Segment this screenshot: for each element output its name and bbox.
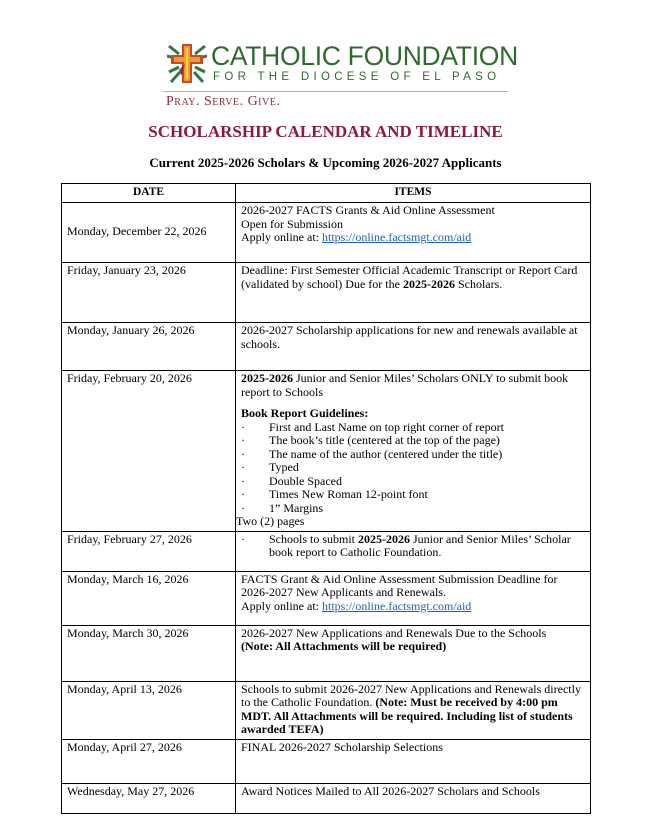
apply-online-line (241, 600, 585, 614)
apply-label: Apply online at: (241, 230, 322, 244)
date-column-header: DATE (62, 184, 236, 203)
cross-sunburst-icon (167, 42, 207, 84)
facts-link[interactable]: https://online.factsmgt.com/aid (322, 598, 472, 613)
guidelines-heading: Book Report Guidelines: (241, 406, 369, 420)
table-header-row (62, 184, 591, 203)
row-items: Award Notices Mailed to All 2026-2027 Scholars and Schools (236, 783, 591, 813)
logo-tagline: Pray. Serve. Give. (166, 94, 281, 109)
item-line: FACTS Grant & Aid Online Assessment Submission Deadline for (241, 571, 558, 586)
page-count: Two (2) pages (236, 514, 305, 528)
row-date: Friday, January 23, 2026 (62, 263, 236, 323)
guideline-item: · First and Last Name on top right corner of report (241, 421, 585, 435)
item-line: 2026-2027 New Applicants and Renewals. (241, 585, 446, 599)
row-items (236, 625, 591, 681)
item-text: Junior and Senior Miles’ Scholar book report to Catholic Foundation. (269, 531, 571, 559)
calendar-table (61, 183, 591, 814)
row-items: 2026-2027 Scholarship applications for new and renewals available at schools. (236, 323, 591, 371)
guideline-item: · Times New Roman 12-point font (241, 488, 585, 502)
page-subtitle: Current 2025-2026 Scholars & Upcoming 2026-2027 Applicants (149, 155, 502, 170)
items-column-header: ITEMS (236, 184, 591, 203)
logo-subname: FOR THE DIOCESE OF EL PASO (213, 71, 501, 83)
table-row (62, 531, 591, 571)
logo-divider (163, 91, 508, 92)
row-date: Monday, December 22, 2026 (62, 203, 236, 263)
table-row (62, 625, 591, 681)
row-items (236, 263, 591, 323)
guideline-item: · Typed (241, 461, 585, 475)
guidelines-title (241, 407, 585, 421)
catholic-foundation-logo (163, 40, 518, 118)
item-text: 2026-2027 New Applications and Renewals Due to the Schools (241, 625, 547, 640)
row-date: Monday, April 27, 2026 (62, 739, 236, 783)
item-line: 2026-2027 FACTS Grants & Aid Online Assessment (241, 203, 495, 217)
guideline-item: · Double Spaced (241, 475, 585, 489)
row-date: Wednesday, May 27, 2026 (62, 783, 236, 813)
item-text: Schools to submit (269, 531, 359, 546)
row-date: Monday, March 30, 2026 (62, 625, 236, 681)
table-row (62, 783, 591, 813)
table-row (62, 681, 591, 739)
apply-label: Apply online at: (241, 598, 322, 613)
item-line: Open for Submission (241, 216, 343, 231)
row-date: Friday, February 27, 2026 (62, 531, 236, 571)
row-items: FINAL 2026-2027 Scholarship Selections (236, 739, 591, 783)
item-text (241, 533, 585, 560)
row-date: Monday, April 13, 2026 (62, 681, 236, 739)
row-items (236, 203, 591, 263)
row-items (236, 571, 591, 625)
table-row (62, 263, 591, 323)
guideline-item: · The book’s title (centered at the top of the page) (241, 434, 585, 448)
item-bold: 2025-2026 (358, 531, 411, 546)
logo-name: CATHOLIC FOUNDATION (211, 41, 518, 71)
row-date: Monday, March 16, 2026 (62, 571, 236, 625)
item-bold: 2025-2026 (402, 276, 455, 291)
guideline-item: · 1” Margins (241, 502, 585, 516)
guideline-item: · The name of the author (centered under the title) (241, 448, 585, 462)
item-text (241, 372, 585, 399)
table-row (62, 571, 591, 625)
apply-online-line (241, 231, 585, 245)
table-row (62, 739, 591, 783)
row-items (236, 681, 591, 739)
item-text: Schools to submit 2026-2027 New Applications and Renewals directly to the Catholic Foundation. (241, 681, 581, 709)
row-date: Friday, February 20, 2026 (62, 371, 236, 532)
row-date: Monday, January 26, 2026 (62, 323, 236, 371)
item-bold: 2025-2026 (241, 371, 293, 385)
row-items (236, 531, 591, 571)
item-note (241, 640, 585, 654)
item-text: Scholars. (454, 276, 503, 291)
item-bold: (Note: Must be received by 4:00 pm MDT. All Attachments will be required. Including list of students awarded TEFA) (241, 695, 573, 736)
table-row (62, 203, 591, 263)
item-bold: (Note: All Attachments will be required) (241, 639, 447, 653)
item-text: Deadline: First Semester Official Academic Transcript or Report Card (validated by school) Due for the (241, 263, 578, 291)
facts-link[interactable]: https://online.factsmgt.com/aid (322, 230, 472, 244)
page-title: SCHOLARSHIP CALENDAR AND TIMELINE (148, 122, 503, 141)
table-row (62, 371, 591, 532)
row-items (236, 371, 591, 532)
item-text: Junior and Senior Miles’ Scholars ONLY to submit book report to Schools (241, 371, 569, 399)
table-row (62, 323, 591, 371)
